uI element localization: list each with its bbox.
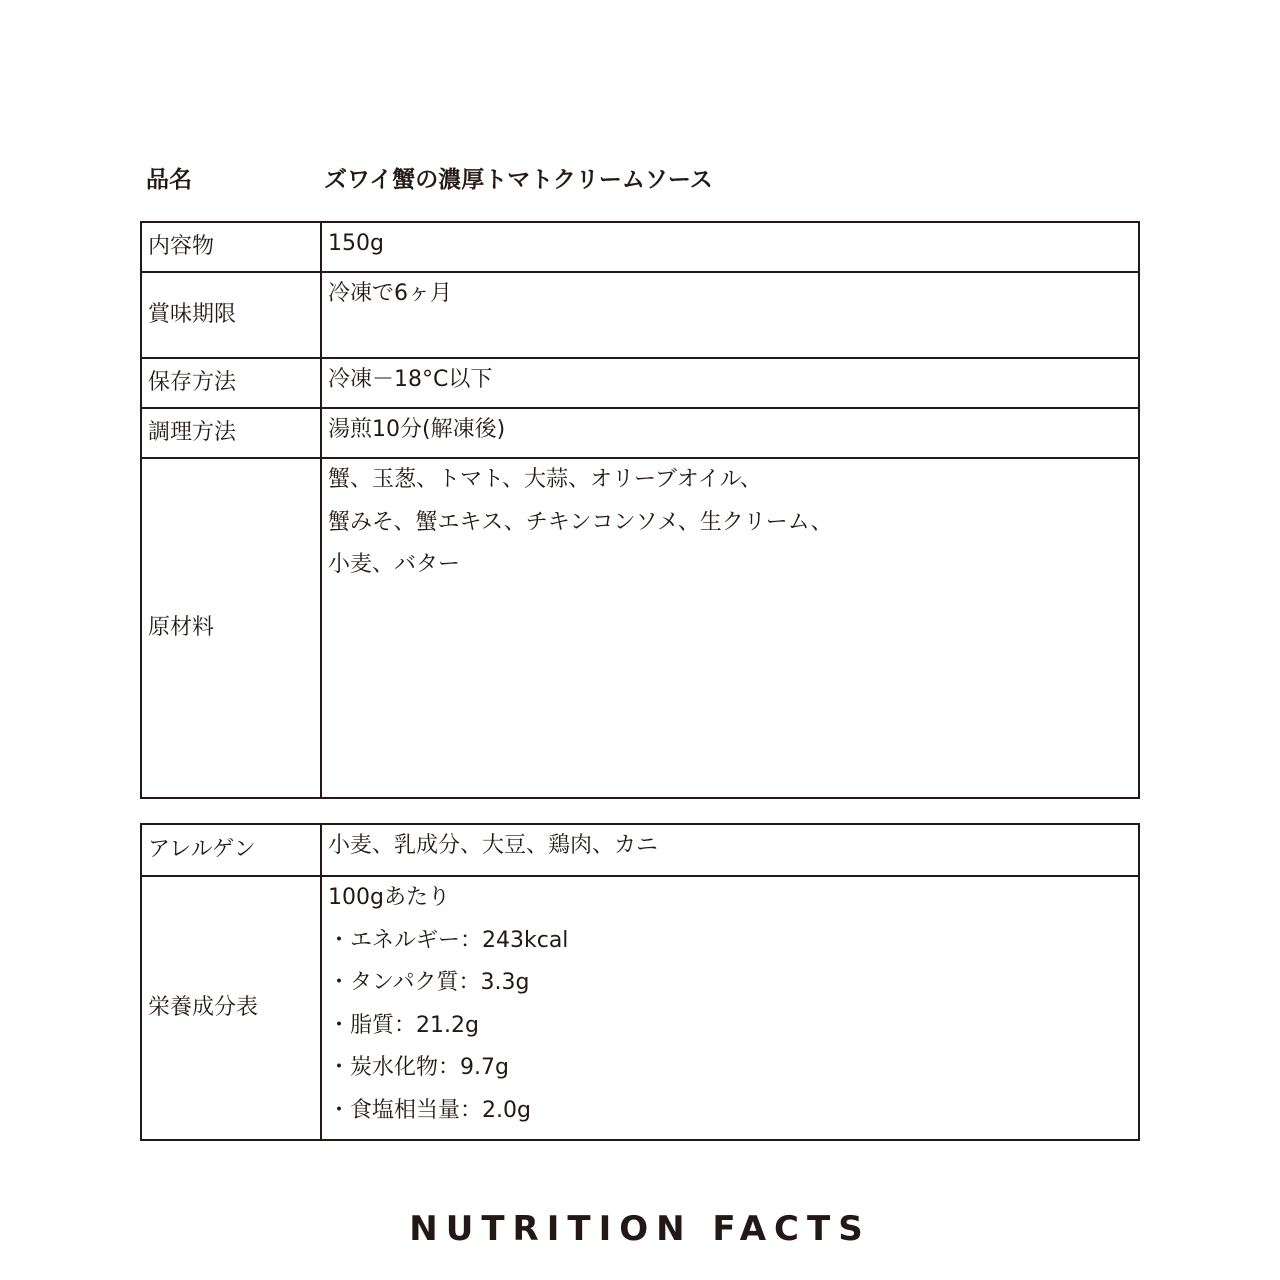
nutrition-line: 100gあたり [328,885,450,910]
table-row-storage [141,358,1139,408]
product-name-header [146,160,1146,200]
allergen-value: 小麦、乳成分、大豆、鶏肉、カニ [321,824,1139,876]
cooking-value: 湯煎10分(解凍後) [321,408,1139,458]
nutrition-line: ・脂質：21.2g [328,1012,479,1038]
nutrition-facts-title: NUTRITION FACTS [409,1209,871,1249]
expiry-value: 冷凍で6ヶ月 [321,272,1139,358]
table-row-allergen [141,824,1139,876]
nutrition-line: ・タンパク質：3.3g [328,970,530,995]
ingredients-line: 蟹みそ、蟹エキス、チキンコンソメ、生クリーム、 [328,509,833,535]
allergen-label: アレルゲン [141,824,321,876]
volume-value: 150g [321,222,1139,272]
nutrition-line: ・エネルギー：243kcal [328,927,569,953]
table-row-nutrition [141,876,1139,1140]
table-row-ingredients [141,458,1139,798]
volume-label: 内容物 [141,222,321,272]
allergen-nutrition-table [140,823,1140,1141]
nutrition-value [321,876,1139,1140]
ingredients-line: 小麦、バター [328,552,461,577]
ingredients-line: 蟹、玉葱、トマト、大蒜、オリーブオイル、 [328,467,762,492]
nutrition-line: ・食塩相当量：2.0g [328,1097,531,1123]
nutrition-label: 栄養成分表 [141,876,321,1140]
table-row-volume [141,222,1139,272]
table-row-expiry [141,272,1139,358]
expiry-label: 賞味期限 [141,272,321,358]
ingredients-value [321,458,1139,798]
ingredients-label: 原材料 [141,458,321,798]
product-name-label: 品名 [146,167,192,193]
product-name-value: ズワイ蟹の濃厚トマトクリームソース [324,167,713,193]
storage-label: 保存方法 [141,358,321,408]
storage-value: 冷凍－18°C以下 [321,358,1139,408]
table-row-cooking [141,408,1139,458]
product-spec-table [140,221,1140,799]
nutrition-line: ・炭水化物：9.7g [328,1055,509,1080]
cooking-label: 調理方法 [141,408,321,458]
